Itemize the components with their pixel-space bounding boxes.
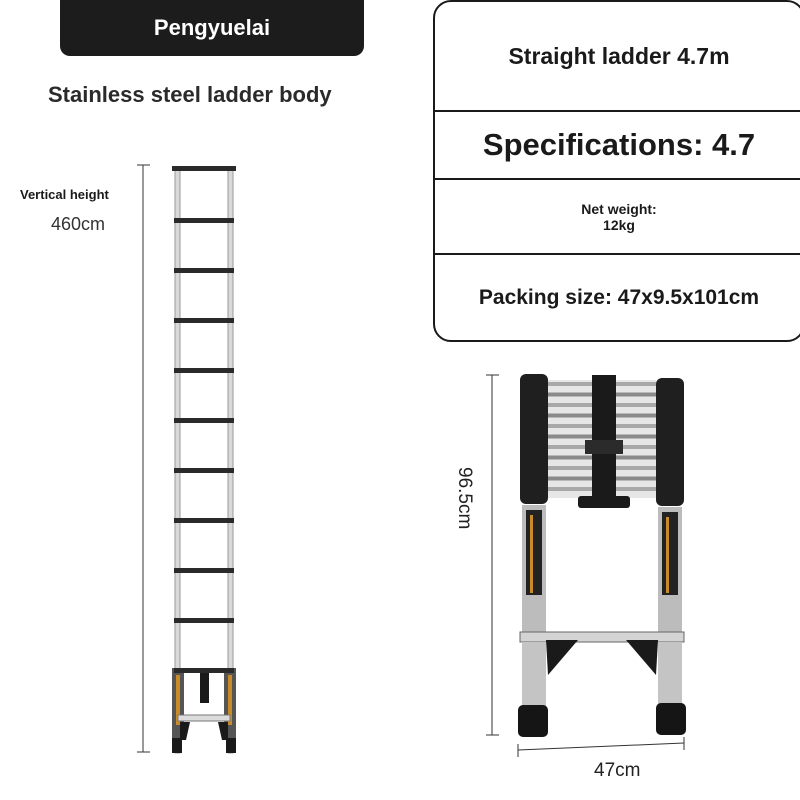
folded-height-label: 96.5cm: [454, 467, 475, 530]
vertical-height-label: Vertical height: [20, 187, 109, 202]
height-dimension-line: [137, 165, 150, 752]
ladder-rung: [174, 318, 234, 323]
ladder-rung: [174, 418, 234, 423]
ladder-rung: [174, 618, 234, 623]
extended-ladder-image: [172, 166, 236, 753]
ladder-rung: [174, 368, 234, 373]
product-subtitle: Stainless steel ladder body: [48, 82, 332, 107]
brand-name: Pengyuelai: [153, 15, 271, 40]
ladder-rung: [174, 268, 234, 273]
ladder-rung: [174, 668, 234, 673]
packing-size: Packing size: 47x9.5x101cm: [478, 285, 760, 309]
specifications-text: Specifications: 4.7: [482, 127, 756, 162]
ladder-rung: [174, 568, 234, 573]
net-weight-value: 12kg: [603, 216, 635, 233]
ladder-rung: [174, 218, 234, 223]
net-weight-label: Net weight:: [581, 200, 657, 217]
folded-width-label: 47cm: [594, 760, 641, 781]
ladder-rung: [174, 518, 234, 523]
vertical-height-value: 460cm: [51, 214, 106, 234]
model-name: Straight ladder 4.7m: [508, 42, 730, 69]
folded-ladder-image: [518, 374, 686, 737]
ladder-rung: [174, 468, 234, 473]
